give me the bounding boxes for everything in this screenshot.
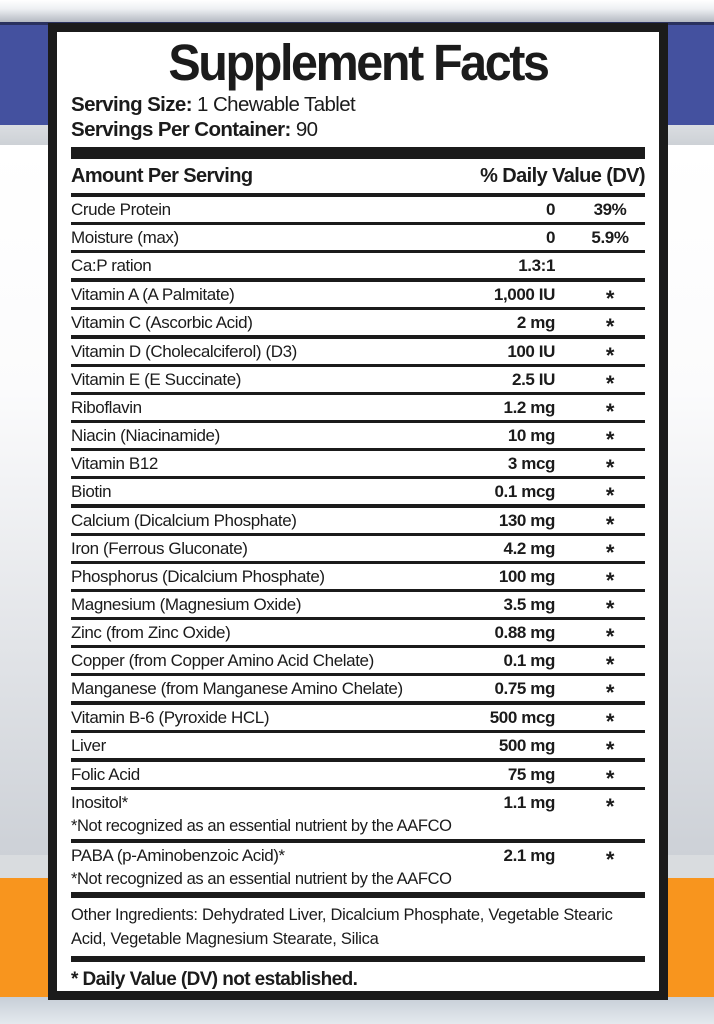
nutrient-name: Calcium (Dicalcium Phosphate) — [71, 510, 297, 530]
supplement-facts-title: Supplement Facts — [168, 34, 548, 91]
nutrient-name: Vitamin E (E Succinate) — [71, 369, 242, 389]
table-row — [71, 592, 645, 620]
nutrient-name: Phosphorus (Dicalcium Phosphate) — [71, 566, 325, 586]
nutrient-amount: 500 mg — [498, 735, 555, 755]
table-row — [71, 508, 645, 536]
nutrient-daily-value: * — [605, 623, 615, 649]
nutrient-name: Liver — [71, 735, 106, 755]
table-row — [71, 536, 645, 564]
nutrient-daily-value: * — [605, 426, 615, 452]
table-row — [71, 395, 645, 423]
nutrient-table — [71, 197, 645, 898]
table-row — [71, 648, 645, 676]
nutrient-name: Niacin (Niacinamide) — [71, 425, 220, 445]
nutrient-amount: 10 mg — [507, 425, 555, 445]
nutrient-daily-value: * — [605, 595, 615, 621]
aafco-note: *Not recognized as an essential nutrient by the AAFCO — [71, 817, 452, 835]
table-row — [71, 310, 645, 339]
nutrient-daily-value: * — [605, 342, 615, 368]
nutrient-name: Zinc (from Zinc Oxide) — [71, 622, 231, 642]
nutrient-daily-value: * — [605, 454, 615, 480]
nutrient-name: Ca:P ration — [71, 255, 152, 275]
nutrient-name: Vitamin D (Cholecalciferol) (D3) — [71, 341, 297, 361]
amount-per-serving-header: Amount Per Serving — [71, 164, 253, 187]
table-row — [71, 733, 645, 762]
nutrient-amount: 2 mg — [516, 312, 555, 332]
servings-per-container-value: 90 — [295, 118, 318, 141]
nutrient-name: Magnesium (Magnesium Oxide) — [71, 594, 302, 614]
table-row — [71, 479, 645, 508]
nutrient-name: Copper (from Copper Amino Acid Chelate) — [71, 650, 374, 670]
nutrient-daily-value: * — [605, 708, 615, 734]
nutrient-name: Vitamin A (A Palmitate) — [71, 284, 235, 304]
table-row — [71, 282, 645, 310]
table-row — [71, 676, 645, 705]
nutrient-daily-value: * — [605, 398, 615, 424]
nutrient-name: Iron (Ferrous Gluconate) — [71, 538, 248, 558]
nutrient-name: Folic Acid — [71, 764, 140, 784]
nutrient-daily-value: * — [605, 765, 615, 791]
nutrient-name: Riboflavin — [71, 397, 142, 417]
nutrient-name: Vitamin B12 — [71, 453, 158, 473]
nutrient-daily-value: 5.9% — [591, 227, 629, 247]
bottom-metallic-strip — [0, 997, 714, 1024]
table-row — [71, 564, 645, 592]
servings-per-container-line — [71, 117, 645, 142]
nutrient-daily-value: * — [605, 567, 615, 593]
nutrient-daily-value: * — [605, 736, 615, 762]
nutrient-amount: 0 — [545, 199, 555, 219]
table-row — [71, 339, 645, 367]
nutrient-amount: 1.2 mg — [503, 397, 555, 417]
nutrient-amount: 3.5 mg — [503, 594, 555, 614]
nutrient-amount: 3 mcg — [507, 453, 555, 473]
nutrient-daily-value: * — [605, 370, 615, 396]
nutrient-daily-value: * — [605, 285, 615, 311]
nutrient-name: Manganese (from Manganese Amino Chelate) — [71, 678, 403, 698]
nutrient-amount: 500 mcg — [489, 707, 555, 727]
nutrient-daily-value: 39% — [593, 199, 627, 219]
nutrient-amount: 0.1 mcg — [494, 481, 555, 501]
supplement-facts-panel — [48, 23, 668, 1000]
nutrient-name: Inositol* — [71, 792, 128, 812]
nutrient-amount: 2.1 mg — [503, 845, 555, 865]
table-row — [71, 367, 645, 395]
daily-value-header: % Daily Value (DV) — [480, 164, 645, 187]
table-row — [71, 843, 645, 898]
nutrient-amount: 100 IU — [507, 341, 555, 361]
table-row — [71, 790, 645, 843]
nutrient-amount: 4.2 mg — [503, 538, 555, 558]
table-row — [71, 423, 645, 451]
nutrient-amount: 0.75 mg — [494, 678, 555, 698]
nutrient-daily-value: * — [605, 313, 615, 339]
top-metallic-strip — [0, 0, 714, 22]
nutrient-amount: 2.5 IU — [512, 369, 555, 389]
table-row — [71, 225, 645, 253]
nutrient-amount: 0 — [545, 227, 555, 247]
other-ingredients: Other Ingredients: Dehydrated Liver, Dicalcium Phosphate, Vegetable Stearic Acid, Vegetable Magnesium Stearate, Silica — [71, 898, 645, 962]
nutrient-daily-value: * — [605, 651, 615, 677]
nutrient-name: Moisture (max) — [71, 227, 179, 247]
nutrient-daily-value: * — [605, 846, 615, 872]
table-row — [71, 762, 645, 790]
nutrient-amount: 0.88 mg — [494, 622, 555, 642]
nutrient-name: PABA (p-Aminobenzoic Acid)* — [71, 845, 285, 865]
section-divider-bar — [71, 147, 645, 159]
nutrient-daily-value: * — [605, 793, 615, 819]
table-row — [71, 253, 645, 282]
serving-size-label: Serving Size: — [71, 93, 192, 116]
servings-per-container-label: Servings Per Container: — [71, 118, 291, 141]
table-row — [71, 620, 645, 648]
nutrient-amount: 1,000 IU — [493, 284, 555, 304]
nutrient-amount: 130 mg — [498, 510, 555, 530]
nutrient-name: Crude Protein — [71, 199, 171, 219]
nutrient-amount: 75 mg — [507, 764, 555, 784]
nutrient-daily-value: * — [605, 511, 615, 537]
table-header — [71, 159, 645, 197]
table-row — [71, 197, 645, 225]
serving-size-line — [71, 92, 645, 117]
nutrient-name: Vitamin C (Ascorbic Acid) — [71, 312, 253, 332]
nutrient-daily-value: * — [605, 482, 615, 508]
serving-size-value: 1 Chewable Tablet — [197, 93, 356, 116]
nutrient-daily-value: * — [605, 539, 615, 565]
nutrient-amount: 100 mg — [498, 566, 555, 586]
nutrient-daily-value: * — [605, 679, 615, 705]
table-row — [71, 451, 645, 479]
nutrient-amount: 0.1 mg — [503, 650, 555, 670]
nutrient-name: Biotin — [71, 481, 112, 501]
daily-value-footnote: * Daily Value (DV) not established. — [71, 969, 358, 990]
nutrient-amount: 1.1 mg — [503, 792, 555, 812]
nutrient-name: Vitamin B-6 (Pyroxide HCL) — [71, 707, 270, 727]
aafco-note: *Not recognized as an essential nutrient by the AAFCO — [71, 870, 452, 888]
nutrient-amount: 1.3:1 — [518, 255, 555, 275]
table-row — [71, 705, 645, 733]
